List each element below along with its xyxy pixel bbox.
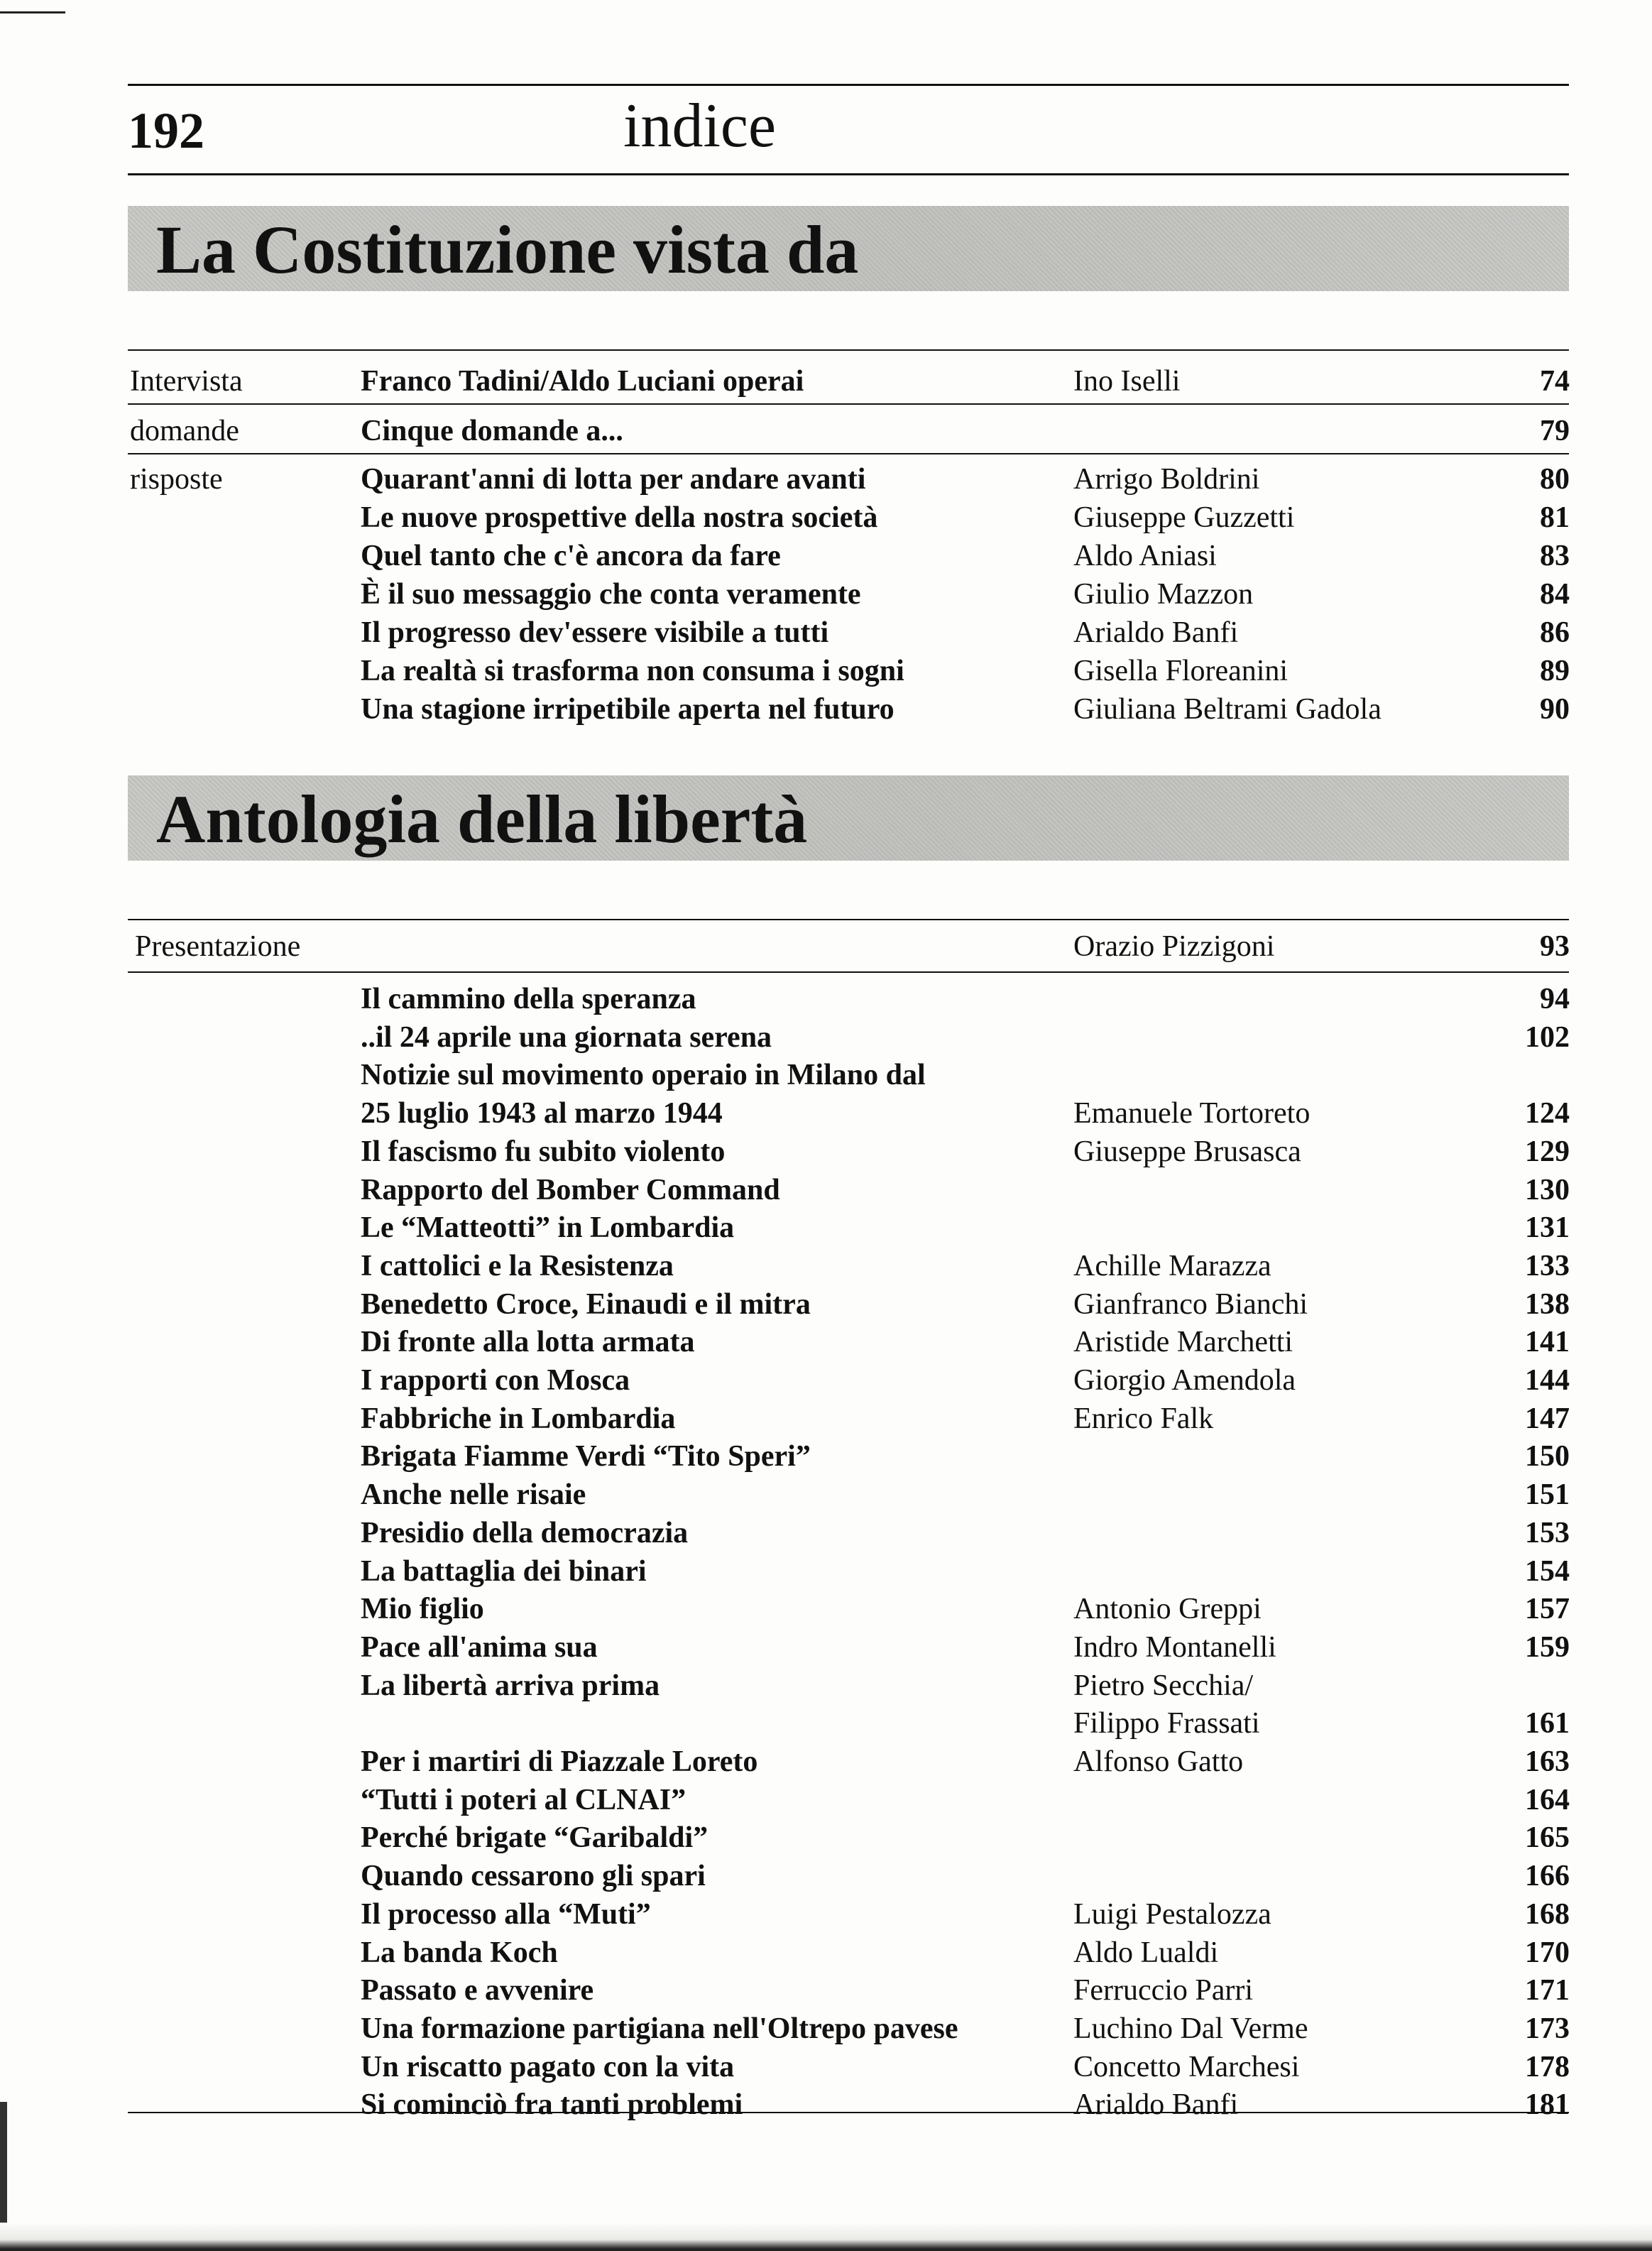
entry-page: 102 <box>1525 1021 1570 1054</box>
toc-row <box>0 980 1652 1018</box>
entry-author: Giuseppe Brusasca <box>1073 1135 1301 1168</box>
entry-page: 154 <box>1525 1555 1570 1588</box>
entry-author: Giuseppe Guzzetti <box>1073 501 1295 534</box>
entry-title: Il processo alla “Muti” <box>361 1898 651 1931</box>
entry-page: 170 <box>1525 1936 1570 1969</box>
entry-label: domande <box>130 415 239 447</box>
toc-row <box>0 1209 1652 1247</box>
toc-row <box>0 2010 1652 2048</box>
entry-author: Concetto Marchesi <box>1073 2051 1300 2083</box>
entry-author: Achille Marazza <box>1073 1250 1271 1282</box>
toc-row <box>0 614 1652 652</box>
entry-page: 153 <box>1525 1517 1570 1549</box>
entry-page: 171 <box>1525 1974 1570 2007</box>
table-rule <box>128 453 1569 454</box>
toc-row <box>0 690 1652 729</box>
entry-title: Le “Matteotti” in Lombardia <box>361 1211 735 1244</box>
entry-author: Orazio Pizzigoni <box>1073 930 1275 963</box>
toc-row <box>0 1437 1652 1476</box>
entry-author: Enrico Falk <box>1073 1402 1214 1435</box>
entry-author: Ino Iselli <box>1073 365 1181 398</box>
entry-title: 25 luglio 1943 al marzo 1944 <box>361 1097 723 1130</box>
entry-title: Quando cessarono gli spari <box>361 1860 706 1892</box>
entry-title: ..il 24 aprile una giornata serena <box>361 1021 772 1054</box>
toc-row <box>0 1323 1652 1361</box>
entry-author: Giulio Mazzon <box>1073 578 1254 611</box>
entry-author: Gisella Floreanini <box>1073 655 1289 687</box>
toc-row <box>0 1667 1652 1705</box>
entry-author: Filippo Frassati <box>1073 1707 1260 1740</box>
entry-page: 79 <box>1540 415 1570 447</box>
toc-row <box>0 1743 1652 1781</box>
entry-page: 124 <box>1525 1097 1570 1130</box>
toc-row <box>0 1552 1652 1591</box>
entry-title: Fabbriche in Lombardia <box>361 1402 676 1435</box>
entry-page: 130 <box>1525 1174 1570 1206</box>
entry-title: Notizie sul movimento operaio in Milano dal <box>361 1059 926 1091</box>
entry-title: Quarant'anni di lotta per andare avanti <box>361 463 866 496</box>
toc-row <box>0 1094 1652 1133</box>
scan-mark <box>0 11 65 13</box>
entry-title: Passato e avvenire <box>361 1974 594 2007</box>
toc-row <box>0 412 1652 450</box>
toc-row <box>0 1476 1652 1514</box>
toc-row <box>0 362 1652 400</box>
entry-title: Presidio della democrazia <box>361 1517 689 1549</box>
toc-row <box>0 1514 1652 1552</box>
toc-row <box>0 652 1652 690</box>
entry-title: Pace all'anima sua <box>361 1631 598 1664</box>
entry-title: Anche nelle risaie <box>361 1478 586 1511</box>
entry-title: Per i martiri di Piazzale Loreto <box>361 1745 758 1778</box>
entry-title: Il fascismo fu subito violento <box>361 1135 726 1168</box>
entry-page: 150 <box>1525 1440 1570 1473</box>
entry-page: 84 <box>1540 578 1570 611</box>
entry-page: 138 <box>1525 1288 1570 1321</box>
entry-page: 141 <box>1525 1326 1570 1358</box>
entry-page: 129 <box>1525 1135 1570 1168</box>
toc-row <box>0 1934 1652 1972</box>
toc-row <box>0 1018 1652 1057</box>
section-title: Antologia della libertà <box>156 781 808 857</box>
entry-author: Alfonso Gatto <box>1073 1745 1244 1778</box>
toc-row <box>0 1171 1652 1209</box>
entry-title: Mio figlio <box>361 1593 484 1625</box>
entry-title: Franco Tadini/Aldo Luciani operai <box>361 365 804 398</box>
entry-author: Indro Montanelli <box>1073 1631 1276 1664</box>
entry-title: Una formazione partigiana nell'Oltrepo pavese <box>361 2012 958 2045</box>
entry-title: “Tutti i poteri al CLNAI” <box>361 1784 686 1816</box>
toc-row <box>0 1133 1652 1171</box>
entry-page: 86 <box>1540 616 1570 649</box>
entry-title: Il progresso dev'essere visibile a tutti <box>361 616 829 649</box>
entry-page: 178 <box>1525 2051 1570 2083</box>
entry-title: È il suo messaggio che conta veramente <box>361 578 861 611</box>
section-banner <box>128 206 1569 291</box>
entry-title: Rapporto del Bomber Command <box>361 1174 780 1206</box>
entry-page: 173 <box>1525 2012 1570 2045</box>
entry-page: 133 <box>1525 1250 1570 1282</box>
table-rule <box>128 919 1569 920</box>
entry-author: Aldo Aniasi <box>1073 540 1217 572</box>
entry-page: 94 <box>1540 983 1570 1015</box>
entry-title: Un riscatto pagato con la vita <box>361 2051 735 2083</box>
toc-row-presentation <box>0 927 1652 966</box>
toc-row <box>0 1400 1652 1438</box>
toc-row <box>0 1895 1652 1934</box>
entry-author: Antonio Greppi <box>1073 1593 1262 1625</box>
table-rule <box>128 349 1569 351</box>
entry-page: 157 <box>1525 1593 1570 1625</box>
entry-author: Luchino Dal Verme <box>1073 2012 1308 2045</box>
toc-row <box>0 1704 1652 1743</box>
entry-author: Giuliana Beltrami Gadola <box>1073 693 1382 726</box>
entry-page: 74 <box>1540 365 1570 398</box>
toc-row <box>0 1361 1652 1400</box>
toc-row <box>0 537 1652 575</box>
entry-author: Emanuele Tortoreto <box>1073 1097 1311 1130</box>
entry-page: 159 <box>1525 1631 1570 1664</box>
table-rule <box>128 971 1569 973</box>
entry-title: Le nuove prospettive della nostra società <box>361 501 878 534</box>
entry-author: Arialdo Banfi <box>1073 616 1239 649</box>
entry-page: 93 <box>1540 930 1570 963</box>
entry-page: 161 <box>1525 1707 1570 1740</box>
toc-row <box>0 2086 1652 2124</box>
entry-page: 81 <box>1540 501 1570 534</box>
toc-row <box>0 2048 1652 2086</box>
entry-title: Benedetto Croce, Einaudi e il mitra <box>361 1288 811 1321</box>
running-title: indice <box>623 92 777 160</box>
toc-row <box>0 460 1652 498</box>
toc-row <box>0 1857 1652 1895</box>
entry-label: risposte <box>130 463 223 496</box>
toc-row <box>0 1781 1652 1819</box>
entry-page: 131 <box>1525 1211 1570 1244</box>
toc-row <box>0 498 1652 537</box>
entry-page: 166 <box>1525 1860 1570 1892</box>
entry-author: Arialdo Banfi <box>1073 2088 1239 2121</box>
entry-author: Luigi Pestalozza <box>1073 1898 1271 1931</box>
toc-row <box>0 1285 1652 1324</box>
entry-title: I cattolici e la Resistenza <box>361 1250 674 1282</box>
entry-author: Giorgio Amendola <box>1073 1364 1296 1397</box>
entry-page: 144 <box>1525 1364 1570 1397</box>
toc-row <box>0 1971 1652 2010</box>
entry-title: Di fronte alla lotta armata <box>361 1326 695 1358</box>
header-rule-bottom <box>128 173 1569 175</box>
entry-title: Cinque domande a... <box>361 415 623 447</box>
toc-row <box>0 1628 1652 1667</box>
entry-author: Gianfranco Bianchi <box>1073 1288 1308 1321</box>
entry-title: Brigata Fiamme Verdi “Tito Speri” <box>361 1440 811 1473</box>
entry-title: La battaglia dei binari <box>361 1555 647 1588</box>
section-banner <box>128 775 1569 861</box>
entry-title: La realtà si trasforma non consuma i sogni <box>361 655 904 687</box>
entry-page: 83 <box>1540 540 1570 572</box>
toc-row <box>0 1590 1652 1628</box>
entry-page: 151 <box>1525 1478 1570 1511</box>
entry-title: I rapporti con Mosca <box>361 1364 630 1397</box>
entry-page: 164 <box>1525 1784 1570 1816</box>
entry-label: Intervista <box>130 365 243 398</box>
entry-page: 80 <box>1540 463 1570 496</box>
toc-row <box>0 1056 1652 1094</box>
section-title: La Costituzione vista da <box>156 212 859 288</box>
entry-page: 165 <box>1525 1821 1570 1854</box>
entry-page: 181 <box>1525 2088 1570 2121</box>
toc-row <box>0 1247 1652 1285</box>
scan-shadow-bottom <box>0 2223 1652 2251</box>
entry-title: Una stagione irripetibile aperta nel futuro <box>361 693 895 726</box>
entry-title: La banda Koch <box>361 1936 558 1969</box>
entry-title: Perché brigate “Garibaldi” <box>361 1821 709 1854</box>
entry-title: Quel tanto che c'è ancora da fare <box>361 540 781 572</box>
entry-author: Pietro Secchia/ <box>1073 1669 1254 1702</box>
entry-author: Arrigo Boldrini <box>1073 463 1260 496</box>
entry-title: Il cammino della speranza <box>361 983 696 1015</box>
entry-title: La libertà arriva prima <box>361 1669 660 1702</box>
header-rule-top <box>128 84 1569 86</box>
entry-title: Si cominciò fra tanti problemi <box>361 2088 743 2121</box>
entry-page: 90 <box>1540 693 1570 726</box>
table-rule <box>128 2112 1569 2113</box>
entry-page: 163 <box>1525 1745 1570 1778</box>
entry-page: 168 <box>1525 1898 1570 1931</box>
entry-author: Aristide Marchetti <box>1073 1326 1293 1358</box>
entry-page: 89 <box>1540 655 1570 687</box>
entry-author: Aldo Lualdi <box>1073 1936 1219 1969</box>
entry-author: Ferruccio Parri <box>1073 1974 1254 2007</box>
table-rule <box>128 403 1569 405</box>
toc-row <box>0 575 1652 614</box>
entry-page: 147 <box>1525 1402 1570 1435</box>
toc-row <box>0 1819 1652 1857</box>
entry-label: Presentazione <box>135 930 301 963</box>
page-number: 192 <box>128 102 204 159</box>
